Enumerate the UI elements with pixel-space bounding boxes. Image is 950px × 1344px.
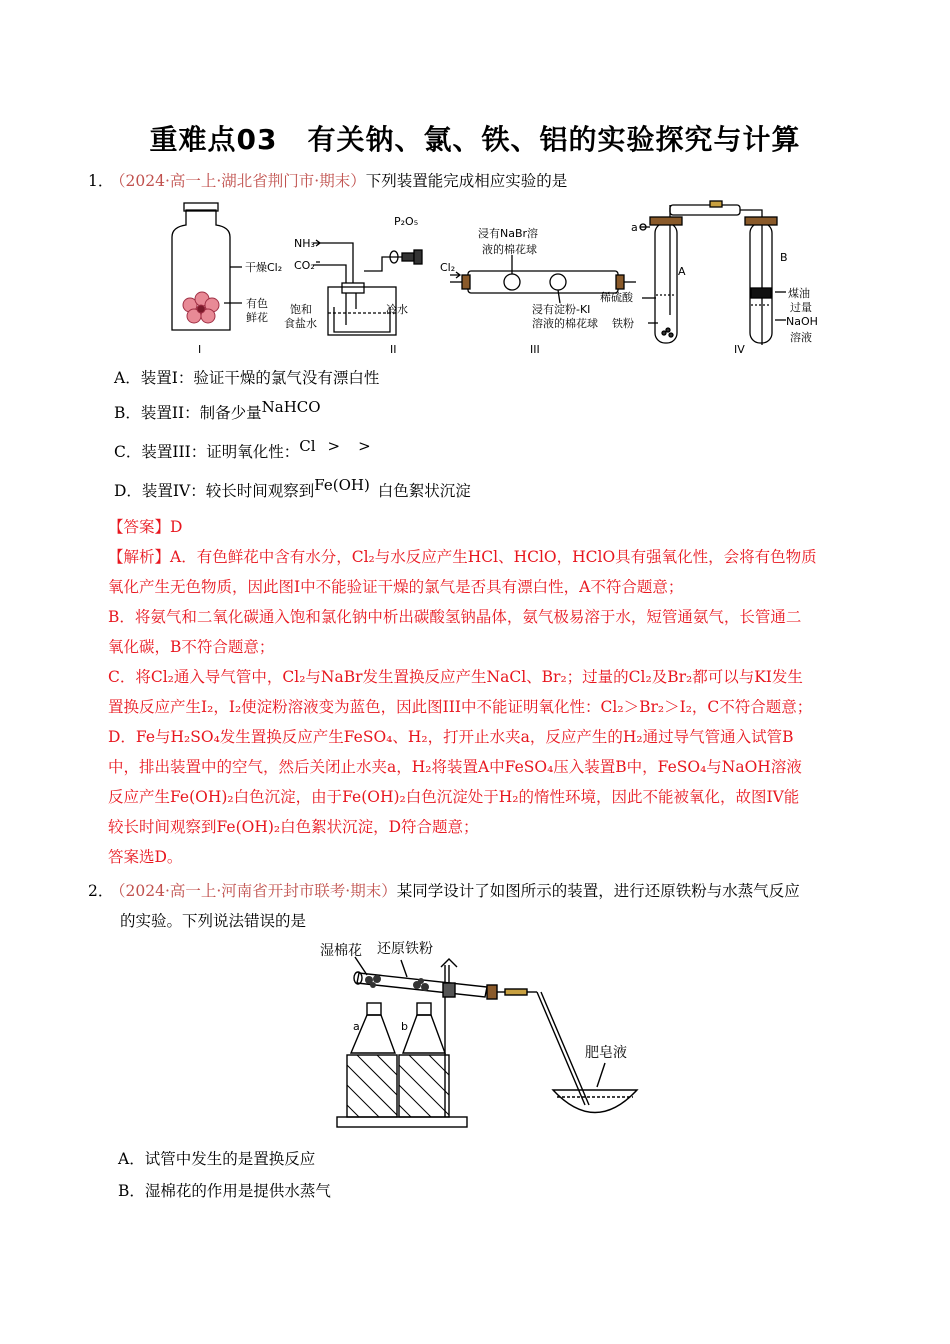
fig-label-nabr-1: 浸有NaBr溶 — [478, 227, 539, 240]
fig-label-ki-2: 溶液的棉花球 — [532, 317, 598, 330]
option-d — [114, 476, 471, 502]
page-title — [0, 118, 950, 158]
question-text: 某同学设计了如图所示的装置，进行还原铁粉与水蒸气反应 — [396, 882, 800, 900]
fig-label-cold-water: 冷水 — [386, 303, 408, 316]
analysis-line: 氧化产生无色物质，因此图I中不能验证干燥的氯气是否具有漂白性，A不符合题意； — [108, 578, 684, 596]
analysis-text: A．有色鲜花中含有水分，Cl₂与水反应产生HCl、HClO，HClO具有强氧化性，会将有色物质 — [170, 548, 817, 566]
fig-label-flower: 鲜花 — [246, 311, 268, 324]
analysis-line: C．将Cl₂通入导气管中，Cl₂与NaBr发生置换反应产生NaCl、Br₂；过量的Cl₂及Br₂都可以与KI发生 — [108, 668, 803, 686]
fig-label-tube-b: B — [780, 251, 788, 264]
analysis-label: 【解析】 — [108, 548, 171, 566]
question-number: 2． — [88, 882, 114, 900]
fig-label-ki-1: 浸有淀粉-KI — [532, 303, 591, 316]
fig-label-lamp-b: b — [401, 1020, 408, 1033]
analysis-line: 置换反应产生I₂，I₂使淀粉溶液变为蓝色，因此图III中不能证明氧化性：Cl₂＞Br₂＞I₂，C不符合题意； — [108, 698, 813, 716]
fig-label-acid: 稀硫酸 — [600, 291, 633, 304]
analysis-line: 答案选D。 — [108, 848, 183, 866]
fig-label-clamp-a: a — [631, 221, 638, 234]
option-d-text: D．装置IV：较长时间观察到 — [114, 482, 315, 500]
option-a: A．装置I：验证干燥的氯气没有漂白性 — [114, 369, 380, 387]
option-b — [114, 398, 321, 424]
option-c-gt2: > — [358, 437, 371, 455]
title-main: 有关钠、氯、铁、铝的实验探究与计算 — [307, 123, 801, 156]
q2-option-a: A．试管中发生的是置换反应 — [118, 1150, 316, 1168]
option-b-text: B．装置II：制备少量 — [114, 404, 262, 422]
question-2-stem-cont: 的实验。下列说法错误的是 — [120, 912, 307, 930]
fig-label-lamp-a: a — [353, 1020, 360, 1033]
fig-label-tube-a: A — [678, 265, 686, 278]
analysis-line: D．Fe与H₂SO₄发生置换反应产生FeSO₄、H₂，打开止水夹a，反应产生的H₂通过导气管通入试管B — [108, 728, 794, 746]
fig-label-saturated: 饱和 — [290, 303, 312, 316]
option-c-formula: Cl — [299, 437, 316, 455]
option-b-formula: NaHCO — [261, 398, 321, 416]
fig-label-p2o5: P₂O₅ — [394, 215, 419, 228]
question-number: 1． — [88, 172, 114, 190]
fig-label-soap-solution: 肥皂液 — [585, 1045, 627, 1061]
fig-label-wet-cotton: 湿棉花 — [320, 943, 362, 959]
answer-line: 【答案】D — [108, 518, 183, 536]
fig-roman-3: III — [530, 343, 540, 356]
analysis-block — [108, 542, 868, 872]
question-stem — [110, 170, 567, 192]
fig-label-nh3: NH₃ — [294, 237, 315, 250]
option-d-formula: Fe(OH) — [314, 476, 370, 494]
fig-label-cl2-inlet: Cl₂ — [440, 261, 456, 274]
analysis-line: B．将氨气和二氧化碳通入饱和氯化钠中析出碳酸氢钠晶体，氨气极易溶于水，短管通氨气，长管通二 — [108, 608, 802, 626]
question-text: 下列装置能完成相应实验的是 — [365, 172, 568, 190]
analysis-line — [108, 542, 868, 572]
title-prefix: 重难点03 — [149, 123, 278, 156]
question-source: （2024·高一上·河南省开封市联考·期末） — [110, 882, 397, 900]
fig-roman-1: I — [198, 343, 202, 356]
question-stem — [110, 880, 800, 902]
fig-label-kerosene: 煤油 — [788, 287, 810, 300]
analysis-line: 较长时间观察到Fe(OH)₂白色絮状沉淀，D符合题意； — [108, 818, 479, 836]
option-c — [114, 437, 371, 463]
fig-label-nabr-2: 液的棉花球 — [482, 243, 537, 256]
option-c-text: C．装置III：证明氧化性： — [114, 443, 300, 461]
option-d-tail: 白色絮状沉淀 — [377, 482, 471, 500]
apparatus-figure-q1 — [150, 195, 850, 365]
fig-roman-4: IV — [734, 343, 745, 356]
option-c-gt1: > — [327, 437, 341, 455]
analysis-line: 氧化碳，B不符合题意； — [108, 638, 275, 656]
analysis-line: 中，排出装置中的空气，然后关闭止水夹a，H₂将装置A中FeSO₄压入装置B中，FeSO₄与NaOH溶液 — [108, 758, 802, 776]
fig-label-reduced-iron: 还原铁粉 — [377, 941, 433, 957]
apparatus-figure-q2 — [315, 935, 675, 1140]
fig-label-colored: 有色 — [246, 297, 268, 310]
fig-label-co2: CO₂ — [294, 259, 315, 272]
question-source: （2024·高一上·湖北省荆门市·期末） — [110, 172, 366, 190]
fig-roman-2: II — [390, 343, 397, 356]
fig-label-iron: 铁粉 — [612, 317, 634, 330]
fig-label-excess: 过量 — [790, 301, 812, 314]
analysis-line: 反应产生Fe(OH)₂白色沉淀，由于Fe(OH)₂白色沉淀处于H₂的惰性环境，因此不能被氧化，故图IV能 — [108, 788, 800, 806]
fig-label-dry-cl2: 干燥Cl₂ — [245, 261, 283, 274]
q2-option-b: B．湿棉花的作用是提供水蒸气 — [118, 1182, 331, 1200]
fig-label-brine: 食盐水 — [284, 317, 317, 330]
fig-label-solution: 溶液 — [790, 331, 812, 344]
fig-label-naoh: NaOH — [786, 315, 818, 328]
